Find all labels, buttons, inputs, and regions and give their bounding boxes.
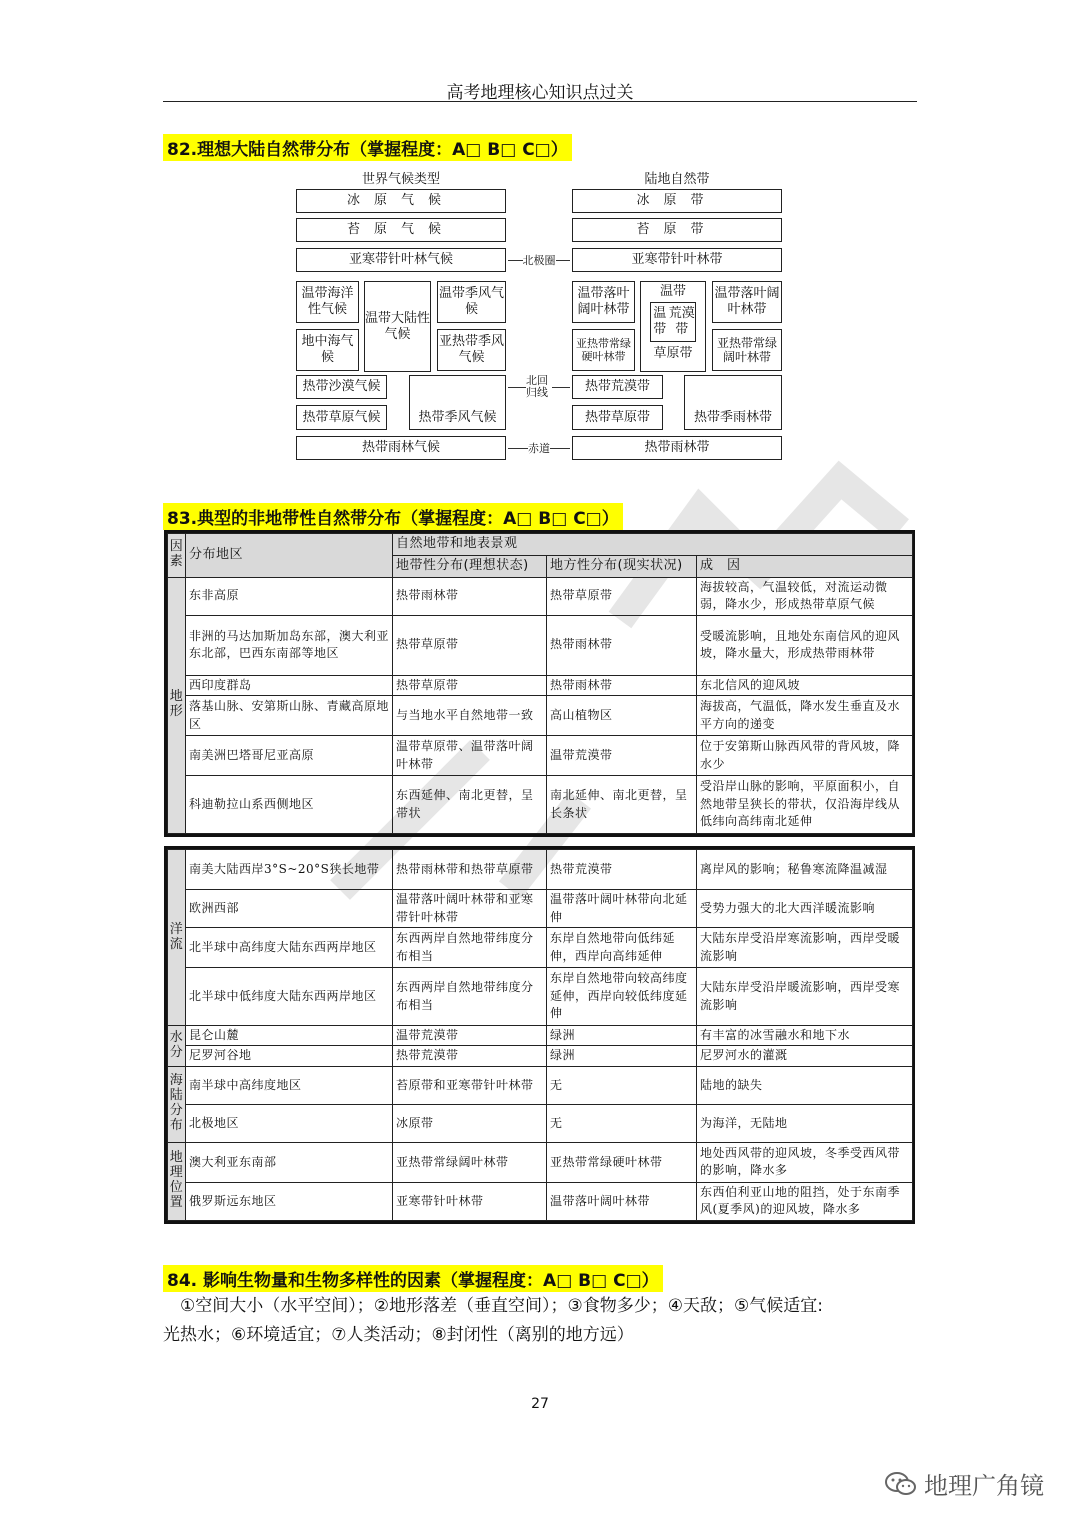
zone-caption: 陆地自然带 bbox=[644, 172, 710, 187]
cell-region: 北半球中低纬度大陆东西两岸地区 bbox=[186, 968, 393, 1026]
cell-region: 落基山脉、安第斯山脉、青藏高原地区 bbox=[186, 696, 393, 736]
cell-cause: 陆地的缺失 bbox=[697, 1066, 913, 1104]
header-group: 自然地带和地表景观 bbox=[393, 534, 913, 556]
table-row bbox=[168, 776, 913, 834]
climate-temperate-maritime: 温带海洋性气候 bbox=[296, 281, 359, 323]
table-row bbox=[168, 890, 913, 928]
section-84-title: 84. 影响生物量和生物多样性的因素（掌握程度：A□ B□ C□） bbox=[163, 1265, 663, 1292]
zone-temperate-label: 温带 bbox=[659, 284, 686, 299]
cell-cause: 位于安第斯山脉西风带的背风坡，降水少 bbox=[697, 736, 913, 776]
watermark-text: 地理广角镜 bbox=[924, 1472, 1044, 1500]
cell-cause: 地处西风带的迎风坡，冬季受西风带的影响，降水多 bbox=[697, 1142, 913, 1182]
cell-region: 昆仑山麓 bbox=[186, 1026, 393, 1046]
table-row bbox=[168, 850, 913, 890]
climate-mediterranean: 地中海气候 bbox=[296, 329, 359, 371]
equator-line: 赤道 bbox=[508, 440, 570, 456]
table-row bbox=[168, 675, 913, 695]
table-row bbox=[168, 615, 913, 675]
zone-temperate-group bbox=[640, 281, 706, 372]
cell-cause: 东北信风的迎风坡 bbox=[697, 675, 913, 695]
cell-cause: 为海洋，无陆地 bbox=[697, 1104, 913, 1142]
climate-ice-cap: 冰原气候 bbox=[296, 189, 506, 213]
zone-subtropical-evergreen: 亚热带常绿阔叶林带 bbox=[712, 329, 782, 371]
cell-ideal: 热带草原带 bbox=[393, 615, 547, 675]
wechat-icon bbox=[884, 1471, 918, 1497]
zone-taiga: 亚寒带针叶林带 bbox=[572, 248, 782, 272]
climate-temperate-continental: 温带大陆性气候 bbox=[364, 281, 431, 372]
header-rule bbox=[163, 101, 917, 102]
table-row bbox=[168, 577, 913, 615]
cell-real: 绿洲 bbox=[547, 1046, 697, 1066]
factor-geo-location: 地理位置 bbox=[168, 1142, 186, 1220]
climate-tropical-rainforest: 热带雨林气候 bbox=[296, 436, 506, 460]
zone-ice: 冰原带 bbox=[572, 189, 782, 213]
nonzonal-table-terrain bbox=[164, 530, 915, 837]
table-row bbox=[168, 736, 913, 776]
section-84-line-1: ①空间大小（水平空间）；②地形落差（垂直空间）；③食物多少；④天敌；⑤气候适宜: bbox=[180, 1296, 823, 1316]
cell-region: 南半球中高纬度地区 bbox=[186, 1066, 393, 1104]
cell-ideal: 热带雨林带和热带草原带 bbox=[393, 850, 547, 890]
cell-real: 无 bbox=[547, 1104, 697, 1142]
cell-ideal: 东西延伸、南北更替，呈带状 bbox=[393, 776, 547, 834]
cell-ideal: 温带荒漠带 bbox=[393, 1026, 547, 1046]
cell-ideal: 热带荒漠带 bbox=[393, 1046, 547, 1066]
zone-tropical-rainforest: 热带雨林带 bbox=[572, 436, 782, 460]
zone-tropical-monsoon-forest: 热带季雨林带 bbox=[684, 375, 782, 430]
table-row bbox=[168, 968, 913, 1026]
cell-real: 亚热带常绿硬叶林带 bbox=[547, 1142, 697, 1182]
cell-real: 热带雨林带 bbox=[547, 615, 697, 675]
section-84-line-2: 光热水；⑥环境适宜；⑦人类活动；⑧封闭性（离别的地方远） bbox=[163, 1325, 634, 1345]
cell-real: 温带落叶阔叶林带向北延伸 bbox=[547, 890, 697, 928]
table-row bbox=[168, 1066, 913, 1104]
header-ideal: 地带性分布(理想状态) bbox=[393, 555, 547, 577]
zone-temperate-desert: 温带 荒漠带 bbox=[650, 302, 696, 342]
cell-ideal: 与当地水平自然地带一致 bbox=[393, 696, 547, 736]
zone-temperate-deciduous-east: 温带落叶阔叶林带 bbox=[712, 281, 782, 323]
cell-region: 西印度群岛 bbox=[186, 675, 393, 695]
cell-cause: 东西伯利亚山地的阻挡，处于东南季风(夏季风)的迎风坡，降水多 bbox=[697, 1182, 913, 1220]
climate-tundra: 苔原气候 bbox=[296, 218, 506, 242]
cell-region: 澳大利亚东南部 bbox=[186, 1142, 393, 1182]
table-row bbox=[168, 1046, 913, 1066]
cell-real: 东岸自然地带向低纬延伸，西岸向高纬延伸 bbox=[547, 928, 697, 968]
climate-tropical-savanna: 热带草原气候 bbox=[296, 405, 387, 430]
cell-region: 南美大陆西岸3°S~20°S狭长地带 bbox=[186, 850, 393, 890]
header-real: 地方性分布(现实状况) bbox=[547, 555, 697, 577]
cell-region: 尼罗河谷地 bbox=[186, 1046, 393, 1066]
header-cause: 成 因 bbox=[697, 555, 913, 577]
cell-real: 温带落叶阔叶林带 bbox=[547, 1182, 697, 1220]
factor-terrain: 地形 bbox=[168, 577, 186, 833]
zone-tropical-desert: 热带荒漠带 bbox=[572, 375, 663, 399]
cell-cause: 尼罗河水的灌溉 bbox=[697, 1046, 913, 1066]
section-83-title: 83.典型的非地带性自然带分布（掌握程度：A□ B□ C□） bbox=[163, 503, 623, 530]
cell-real: 温带荒漠带 bbox=[547, 736, 697, 776]
climate-caption: 世界气候类型 bbox=[361, 172, 440, 187]
cell-real: 热带草原带 bbox=[547, 577, 697, 615]
table-row bbox=[168, 928, 913, 968]
climate-temperate-monsoon: 温带季风气候 bbox=[437, 281, 506, 323]
cell-region: 俄罗斯远东地区 bbox=[186, 1182, 393, 1220]
header-factor: 因素 bbox=[168, 534, 186, 578]
climate-subtropical-monsoon: 亚热带季风气候 bbox=[437, 329, 506, 371]
cell-region: 南美洲巴塔哥尼亚高原 bbox=[186, 736, 393, 776]
cell-cause: 有丰富的冰雪融水和地下水 bbox=[697, 1026, 913, 1046]
climate-tropical-desert: 热带沙漠气候 bbox=[296, 375, 387, 399]
cell-ideal: 亚热带常绿阔叶林带 bbox=[393, 1142, 547, 1182]
nonzonal-table-others bbox=[164, 846, 915, 1224]
section-82-title: 82.理想大陆自然带分布（掌握程度：A□ B□ C□） bbox=[163, 134, 572, 161]
table-row bbox=[168, 1182, 913, 1220]
cell-cause: 海拔较高，气温较低，对流运动微弱，降水少，形成热带草原气候 bbox=[697, 577, 913, 615]
zone-temperate-grassland: 草原带 bbox=[653, 345, 693, 361]
cell-region: 欧洲西部 bbox=[186, 890, 393, 928]
cell-real: 绿洲 bbox=[547, 1026, 697, 1046]
table-row bbox=[168, 1142, 913, 1182]
cell-region: 科迪勒拉山系西侧地区 bbox=[186, 776, 393, 834]
cell-real: 热带荒漠带 bbox=[547, 850, 697, 890]
cell-real: 无 bbox=[547, 1066, 697, 1104]
cell-ideal: 温带草原带、温带落叶阔叶林带 bbox=[393, 736, 547, 776]
cell-ideal: 苔原带和亚寒带针叶林带 bbox=[393, 1066, 547, 1104]
page-header-title: 高考地理核心知识点过关 bbox=[446, 83, 634, 103]
cell-ideal: 东西两岸自然地带纬度分布相当 bbox=[393, 928, 547, 968]
wechat-watermark bbox=[884, 1466, 1044, 1501]
cell-ideal: 热带雨林带 bbox=[393, 577, 547, 615]
tropic-line: 北回归线 bbox=[508, 372, 570, 402]
cell-real: 南北延伸、南北更替，呈长条状 bbox=[547, 776, 697, 834]
page-number: 27 bbox=[531, 1396, 549, 1412]
climate-subarctic: 亚寒带针叶林气候 bbox=[296, 248, 506, 272]
factor-water: 水分 bbox=[168, 1026, 186, 1067]
table-row bbox=[168, 1104, 913, 1142]
cell-cause: 受势力强大的北大西洋暖流影响 bbox=[697, 890, 913, 928]
table-row bbox=[168, 696, 913, 736]
cell-region: 东非高原 bbox=[186, 577, 393, 615]
cell-region: 北半球中高纬度大陆东西两岸地区 bbox=[186, 928, 393, 968]
cell-ideal: 温带落叶阔叶林带和亚寒带针叶林带 bbox=[393, 890, 547, 928]
factor-current: 洋流 bbox=[168, 850, 186, 1026]
cell-real: 高山植物区 bbox=[547, 696, 697, 736]
cell-region: 非洲的马达加斯加岛东部，澳大利亚东北部，巴西东南部等地区 bbox=[186, 615, 393, 675]
cell-cause: 大陆东岸受沿岸寒流影响，西岸受暖流影响 bbox=[697, 928, 913, 968]
cell-ideal: 热带草原带 bbox=[393, 675, 547, 695]
table-row bbox=[168, 1026, 913, 1046]
factor-land-sea: 海陆分布 bbox=[168, 1066, 186, 1142]
zone-temperate-deciduous-west: 温带落叶阔叶林带 bbox=[572, 281, 635, 323]
cell-region: 北极地区 bbox=[186, 1104, 393, 1142]
arctic-circle-line: 北极圈 bbox=[508, 252, 570, 268]
header-region: 分布地区 bbox=[186, 534, 393, 578]
zone-tropical-savanna: 热带草原带 bbox=[572, 405, 663, 430]
cell-cause: 大陆东岸受沿岸暖流影响，西岸受寒流影响 bbox=[697, 968, 913, 1026]
zone-subtropical-hardleaf: 亚热带常绿硬叶林带 bbox=[572, 329, 635, 371]
cell-ideal: 亚寒带针叶林带 bbox=[393, 1182, 547, 1220]
cell-cause: 受暖流影响，且地处东南信风的迎风坡，降水量大，形成热带雨林带 bbox=[697, 615, 913, 675]
climate-tropical-monsoon: 热带季风气候 bbox=[409, 375, 506, 430]
cell-cause: 离岸风的影响；秘鲁寒流降温减湿 bbox=[697, 850, 913, 890]
cell-ideal: 东西两岸自然地带纬度分布相当 bbox=[393, 968, 547, 1026]
cell-ideal: 冰原带 bbox=[393, 1104, 547, 1142]
cell-cause: 海拔高，气温低，降水发生垂直及水平方向的递变 bbox=[697, 696, 913, 736]
cell-cause: 受沿岸山脉的影响，平原面积小，自然地带呈狭长的带状，仅沿海岸线从低纬向高纬南北延伸 bbox=[697, 776, 913, 834]
zone-tundra: 苔原带 bbox=[572, 218, 782, 242]
cell-real: 热带雨林带 bbox=[547, 675, 697, 695]
cell-real: 东岸自然地带向较高纬度延伸，西岸向较低纬度延伸 bbox=[547, 968, 697, 1026]
